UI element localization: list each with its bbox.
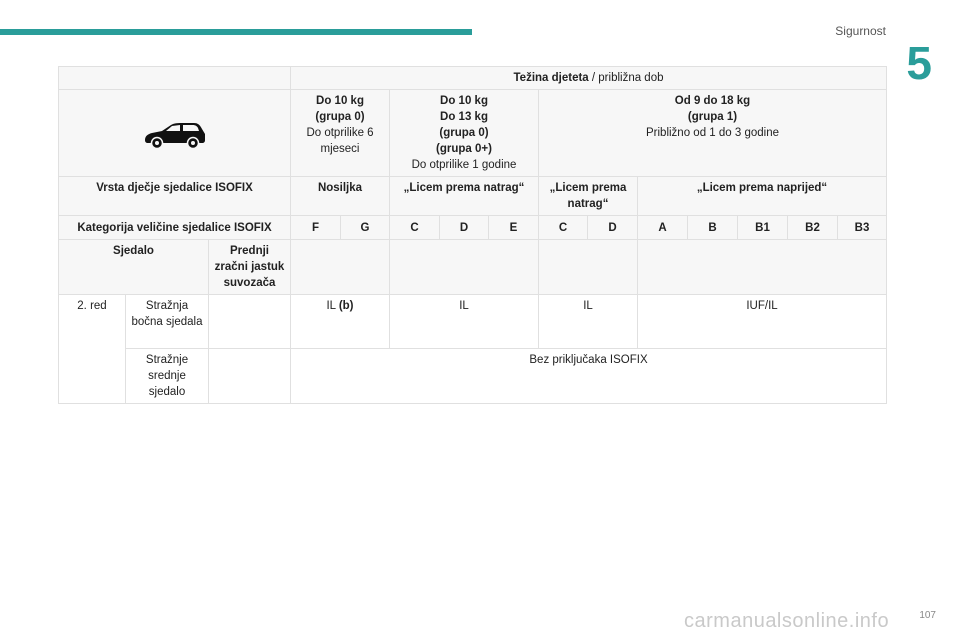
group-1-age: Približno od 1 do 3 godine <box>646 127 779 139</box>
type-forward-facing: „Licem prema naprijed“ <box>638 177 887 216</box>
weight-header <box>291 67 887 90</box>
section-title: Sigurnost <box>835 24 886 38</box>
middle-seat-airbag-cell <box>209 349 291 404</box>
airbag-column-header: Prednji zračni jastuk suvozača <box>209 240 291 295</box>
size-cell: F <box>291 216 341 240</box>
size-cell: B3 <box>838 216 887 240</box>
seat-column-header: Sjedalo <box>59 240 209 295</box>
size-row-label: Kategorija veličine sjedalice ISOFIX <box>59 216 291 240</box>
size-cell: C <box>539 216 588 240</box>
side-seat-airbag-cell <box>209 295 291 349</box>
weight-title: Težina djeteta <box>513 72 589 84</box>
car-icon-cell <box>59 90 291 177</box>
group-0-header <box>291 90 390 177</box>
side-seat-forward-facing-value: IUF/IL <box>638 295 887 349</box>
size-cell: B1 <box>738 216 788 240</box>
page-number: 107 <box>919 610 936 621</box>
type-rear-facing-a: „Licem prema natrag“ <box>390 177 539 216</box>
group-0-weight: Do 10 kg <box>316 95 364 107</box>
group-0-name: (grupa 0) <box>315 111 365 123</box>
empty-cell <box>539 240 638 295</box>
type-rear-facing-b: „Licem prema natrag“ <box>539 177 638 216</box>
middle-seat-label: Stražnje srednje sjedalo <box>126 349 209 404</box>
chapter-number: 5 <box>906 37 932 89</box>
group-0plus-header <box>390 90 539 177</box>
empty-cell <box>390 240 539 295</box>
group-1-header <box>539 90 887 177</box>
size-cell: G <box>341 216 390 240</box>
header-accent-bar <box>0 29 472 35</box>
size-cell: A <box>638 216 688 240</box>
type-carrycot: Nosiljka <box>291 177 390 216</box>
watermark: carmanualsonline.info <box>684 610 890 632</box>
group-1-name: (grupa 1) <box>687 111 738 123</box>
size-cell: D <box>440 216 489 240</box>
empty-corner-cell <box>59 67 291 90</box>
side-seat-label: Stražnja bočna sjedala <box>126 295 209 349</box>
group-0plus-age: Do otprilike 1 godine <box>411 159 517 171</box>
side-seat-group0plus-value: IL <box>390 295 539 349</box>
empty-cell <box>638 240 887 295</box>
middle-seat-value: Bez priključaka ISOFIX <box>291 349 887 404</box>
size-cell: B2 <box>788 216 838 240</box>
side-seat-group0-value: IL (b) <box>291 295 390 349</box>
group-0plus-weight-a: Do 10 kg <box>440 95 488 107</box>
group-0plus-name-a: (grupa 0) <box>439 127 489 139</box>
size-cell: D <box>588 216 638 240</box>
group-1-weight: Od 9 do 18 kg <box>674 95 751 107</box>
type-row-label: Vrsta dječje sjedalice ISOFIX <box>59 177 291 216</box>
group-0-age: Do otprilike 6 mjeseci <box>306 127 374 155</box>
size-cell: E <box>489 216 539 240</box>
car-icon <box>142 121 208 149</box>
weight-subtitle: / približna dob <box>588 72 664 84</box>
group-0plus-weight-b: Do 13 kg <box>440 111 488 123</box>
row-label-2nd-row: 2. red <box>59 295 126 404</box>
size-cell: B <box>688 216 738 240</box>
side-seat-rear-facing-value: IL <box>539 295 638 349</box>
group-0plus-name-b: (grupa 0+) <box>436 143 492 155</box>
empty-cell <box>291 240 390 295</box>
isofix-table <box>58 66 887 404</box>
size-cell: C <box>390 216 440 240</box>
